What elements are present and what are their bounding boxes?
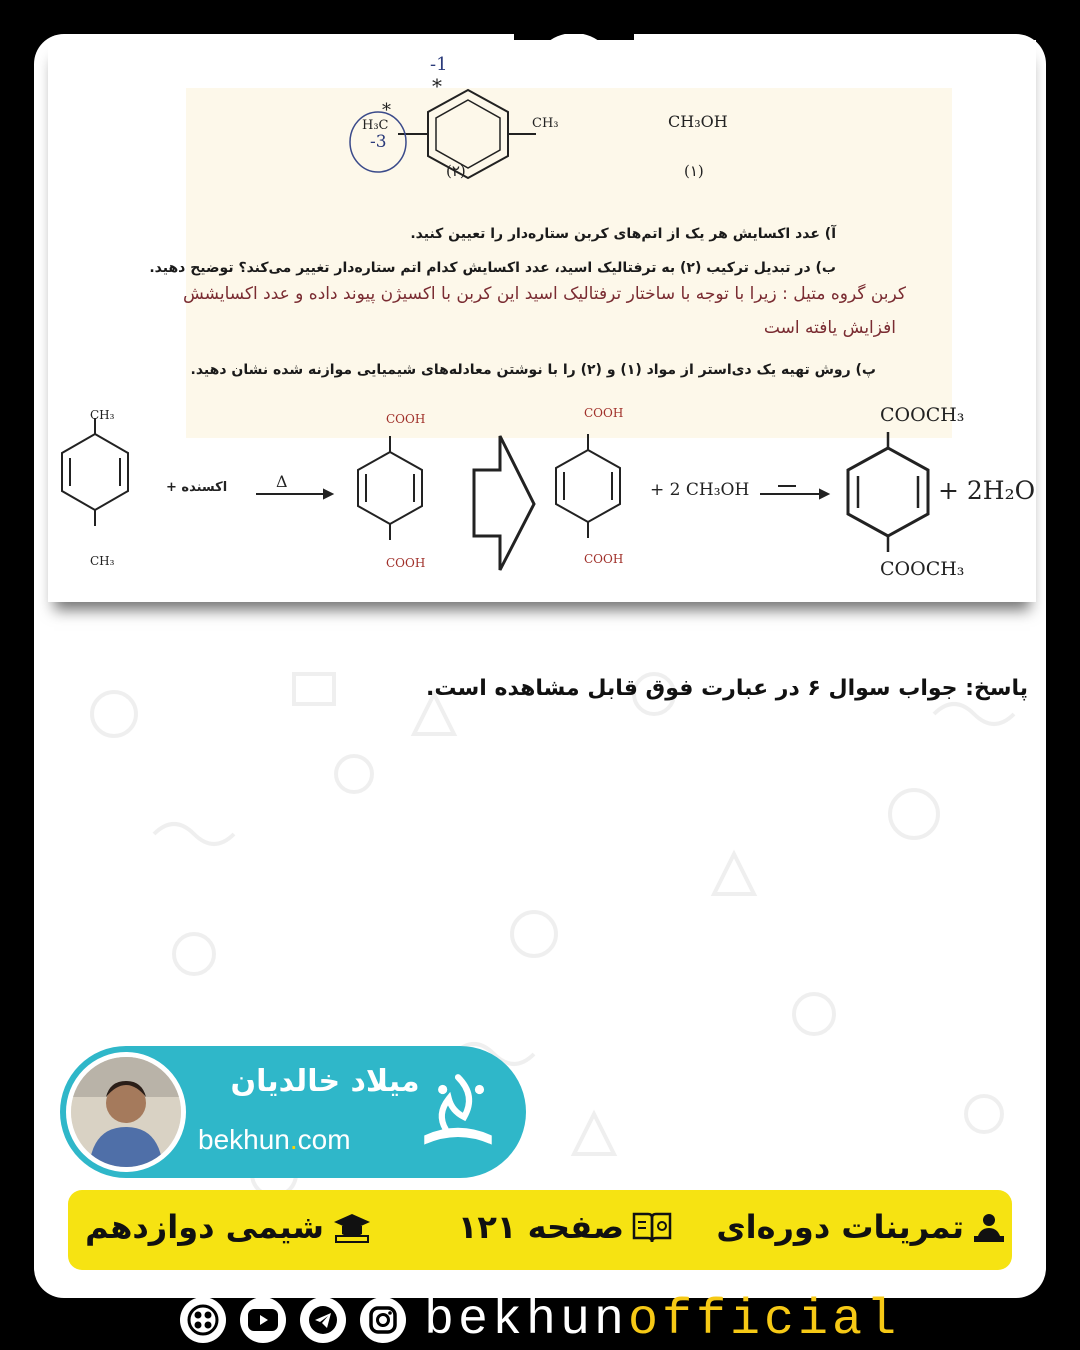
author-website[interactable] [198,1124,351,1156]
acid2-top-label: COOH [584,406,624,420]
star-left: * [382,100,391,121]
acid-bottom-label: COOH [386,556,426,570]
brand-handle[interactable] [424,1292,900,1349]
bekhun-logo-icon [412,1068,504,1160]
subject-label: شیمی دوازدهم [85,1208,324,1246]
author-name: میلاد خالدیان [230,1064,420,1099]
graduation-cap-icon [332,1210,372,1244]
methyl-left: H₃C [362,118,389,133]
author-site-prefix: bekhun [198,1124,290,1155]
lesson-info-bar [68,1190,1012,1270]
topic-item [716,1208,1006,1246]
acid2-bottom-label: COOH [584,552,624,566]
question-sheet [48,40,1036,602]
page-item [458,1208,672,1246]
ox-number-left: -3 [370,132,387,152]
author-site-suffix: com [297,1124,351,1155]
star-top: * [432,74,442,98]
methanol-reagent: + 2 CH₃OH [650,480,750,500]
instagram-icon[interactable] [360,1297,406,1343]
youtube-icon[interactable] [240,1297,286,1343]
brand-part-2: official [628,1291,901,1349]
telegram-icon[interactable] [300,1297,346,1343]
oxidant-label: اکسنده + [166,480,228,495]
author-site-dot: . [289,1124,298,1155]
ox-number-top: -1 [430,54,448,75]
methyl-right: CH₃ [532,116,559,131]
heat-symbol: Δ [276,472,288,491]
page-label: صفحه ۱۲۱ [457,1208,624,1246]
author-avatar [66,1052,186,1172]
subject-item [85,1208,372,1246]
water-product: + 2H₂O [938,476,1036,505]
acid-top-label: COOH [386,412,426,426]
book-icon [632,1210,672,1244]
reactant-top-methyl: CH₃ [90,408,115,422]
author-card[interactable] [60,1046,526,1178]
topic-label: تمرینات دوره‌ای [716,1208,964,1246]
teacher-icon [972,1210,1006,1244]
handwritten-answer-line-2: افزایش یافته است [763,318,896,338]
compound-1-formula: CH₃OH [668,112,728,131]
handwritten-answer-line-1: کربن گروه متیل : زیرا با توجه با ساختار ترفتالیک اسید این کربن با اکسیژن پیوند داده و عدد اکسایشش [183,284,906,304]
social-footer [180,1290,900,1350]
question-part-c: پ) روش تهیه یک دی‌استر از مواد (۱) و (۲) را با نوشتن معادله‌های شیمیایی موازنه شده نشان دهید. [190,362,876,378]
ester-bottom-label: COOCH₃ [880,558,965,580]
question-part-b: ب) در تبدیل ترکیب (۲) به ترفتالیک اسید، عدد اکسایش کدام اتم ستاره‌دار تغییر می‌کند؟ توضیح دهید. [149,260,836,276]
compound-2-label: (۲) [446,162,466,180]
question-part-a: آ) عدد اکسایش هر یک از اتم‌های کربن ستاره‌دار را تعیین کنید. [410,226,836,242]
brand-part-1: bekhun [424,1291,629,1349]
answer-text: پاسخ: جواب سوال ۶ در عبارت فوق قابل مشاهده است. [425,676,1028,701]
aparat-icon[interactable] [180,1297,226,1343]
reactant-bottom-methyl: CH₃ [90,554,115,568]
compound-1-label: (۱) [684,162,704,180]
ester-top-label: COOCH₃ [880,404,965,426]
